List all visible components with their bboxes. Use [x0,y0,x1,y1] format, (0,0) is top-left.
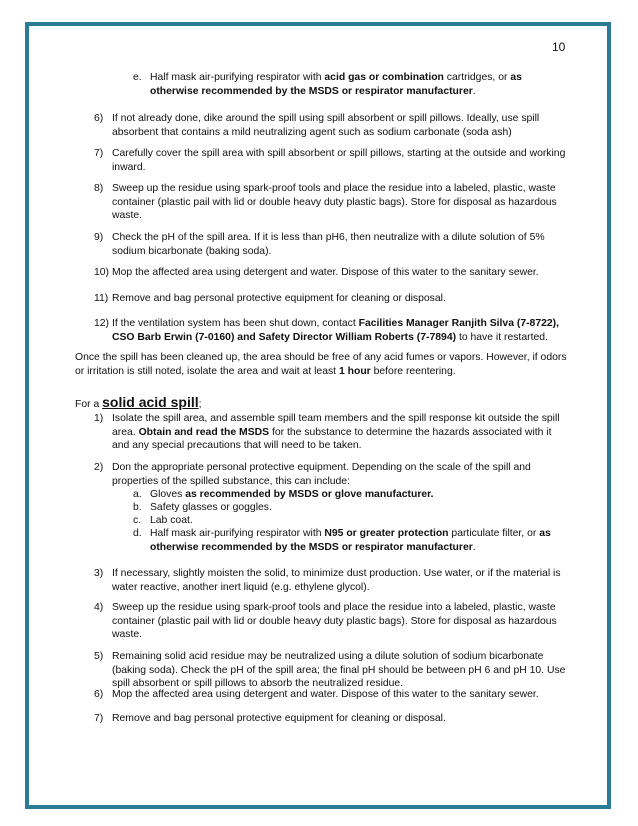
section-title: solid acid spill [102,394,199,410]
step-number: 3) [94,568,104,579]
step-number: 5) [94,651,104,662]
step-number: 6) [94,113,104,124]
step-number: 9) [94,232,104,243]
step-text: Mop the affected area using detergent and water. Dispose of this water to the sanitary sewer. [112,689,539,700]
step-number: 12) [94,318,110,329]
subitem-label: d. [133,528,142,539]
step-text: Remove and bag personal protective equipment for cleaning or disposal. [112,293,446,304]
page-number: 10 [552,40,566,54]
subitem-label: a. [133,489,142,500]
step-number: 7) [94,713,104,724]
step-text: Remaining solid acid residue may be neutralized using a dilute solution of sodium bicarbonate (baking soda). Check the pH of the spill area; the final pH should be between pH 6 and pH 10. Use spill absorbent or spill pillows to absorb the neutralized residue. [112,651,566,690]
item-e-label: e. [133,72,142,83]
step-number: 6) [94,689,104,700]
step-text: If necessary, slightly moisten the solid, to minimize dust production. Use water, or if the material is water reactive, another inert liquid (e.g. ethylene glycol). [112,568,561,593]
step-number: 11) [94,293,109,304]
step-text: Sweep up the residue using spark-proof tools and place the residue into a labeled, plastic, waste container (plastic pail with lid or double heavy duty plastic bags). Store for disposal as hazardous waste. [112,183,557,222]
step-text: If not already done, dike around the spill using spill absorbent or spill pillows. Ideally, use spill absorbent that contains a mild neutralizing agent such as sodium carbonate (soda ash) [112,113,540,138]
subitem-text: Gloves as recommended by MSDS or glove manufacturer. [150,489,434,500]
step-text: Mop the affected area using detergent and water. Dispose of this water to the sanitary sewer. [112,267,539,278]
subitem-text: Lab coat. [150,515,193,526]
subitem-label: c. [133,515,142,526]
closing-paragraph: Once the spill has been cleaned up, the area should be free of any acid fumes or vapors. However, if odors or irritation is still noted, isolate the area and wait at least 1 hour before reentering. [75,352,567,377]
step-text: Remove and bag personal protective equipment for cleaning or disposal. [112,713,446,724]
step-text: If the ventilation system has been shut down, contact Facilities Manager Ranjith Silva (7-8722), CSO Barb Erwin (7-0160) and Safety Director William Roberts (7-7894) to have it restarted. [112,318,560,343]
subitem-text: Safety glasses or goggles. [150,502,272,513]
step-number: 1) [94,413,104,424]
step-text: Carefully cover the spill area with spill absorbent or spill pillows, starting at the outside and working inward. [112,148,566,173]
step-text: Sweep up the residue using spark-proof tools and place the residue into a labeled, plastic, waste container (plastic pail with lid or double heavy duty plastic bags). Store for disposal as hazardous waste. [112,602,557,641]
subitem-label: b. [133,502,142,513]
step-number: 2) [94,462,104,473]
step-number: 8) [94,183,104,194]
subitem-text: Half mask air-purifying respirator with N95 or greater protection particulate filter, or as otherwise recommended by the MSDS or respirator manufacturer. [150,528,551,553]
step-text: Isolate the spill area, and assemble spill team members and the spill response kit outside the spill area. Obtain and read the MSDS for the substance to determine the hazards associated with it and any special precautions that will need to be taken. [112,413,560,452]
step-number: 7) [94,148,104,159]
step-text: Don the appropriate personal protective equipment. Depending on the scale of the spill and properties of the spilled substance, this can include: [112,462,531,487]
step-text: Check the pH of the spill area. If it is less than pH6, then neutralize with a dilute solution of 5% sodium bicarbonate (baking soda). [112,232,545,257]
step-number: 4) [94,602,104,613]
item-e-text: Half mask air-purifying respirator with acid gas or combination cartridges, or as otherwise recommended by the MSDS or respirator manufacturer. [150,72,522,97]
section-heading: For a solid acid spill; [75,394,202,410]
step-number: 10) [94,267,110,278]
